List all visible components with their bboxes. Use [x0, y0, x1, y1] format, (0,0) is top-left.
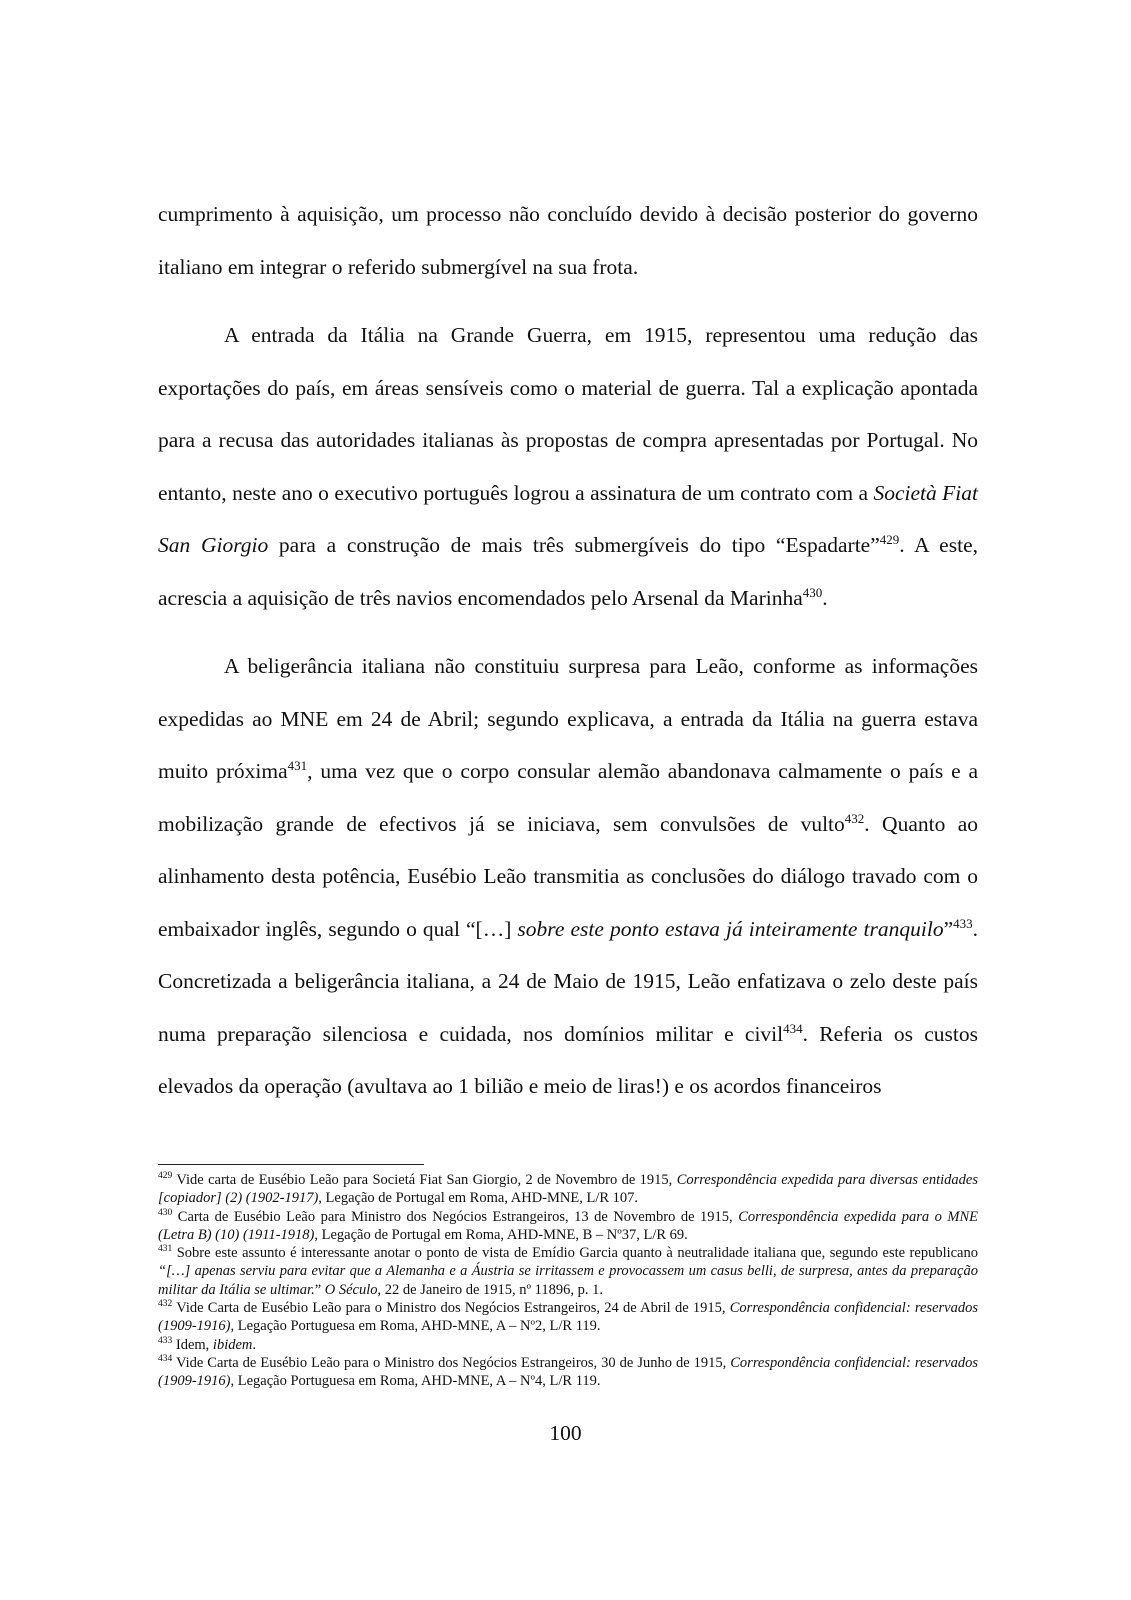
paragraph-3-text: . Concretizada a beligerância italiana, a 24 de Maio de 1915, Leão enfatizava o zelo deste país numa preparação silenciosa e cuidada, nos domínios militar e civil	[158, 916, 978, 1046]
paragraph-1-text: cumprimento à aquisição, um processo não concluído devido à decisão posterior do governo italiano em integrar o referido submergível na sua frota.	[158, 202, 978, 279]
paragraph-2-text: .	[822, 585, 828, 610]
footnote-429	[158, 1171, 978, 1208]
footnote-text: ”	[314, 1281, 325, 1298]
footnote-432	[158, 1299, 978, 1336]
page-number: 100	[549, 1421, 582, 1445]
footnote-text: , Legação Portuguesa em Roma, AHD-MNE, A – Nº2, L/R 119.	[230, 1318, 601, 1335]
footnote-430	[158, 1208, 978, 1245]
footnote-italic: ibidem	[212, 1336, 253, 1353]
footnote-italic: “[…] apenas serviu para evitar que a Alemanha e a Áustria se irritassem e provocassem um casus belli, de surpresa, antes da preparação militar da Itália se ultimar.	[158, 1263, 978, 1298]
footnote-ref-431: 431	[287, 757, 308, 773]
footnote-italic: Correspondência expedida para diversas entidades [copiador] (2) (1902-1917)	[158, 1172, 979, 1207]
footnote-text: Idem,	[172, 1336, 213, 1353]
footnote-text: Vide carta de Eusébio Leão para Societá Fiat San Giorgio, 2 de Novembro de 1915,	[172, 1172, 677, 1188]
paragraph-3-text: . Referia os custos elevados da operação (avultava ao 1 bilião e meio de liras!) e os acordos financeiros	[158, 1021, 978, 1098]
paragraph-2-text: . A este, acrescia a aquisição de três navios encomendados pelo Arsenal da Marinha	[158, 533, 978, 610]
footnote-text: , Legação Portuguesa em Roma, AHD-MNE, A – Nº4, L/R 119.	[230, 1373, 601, 1390]
footnote-number: 430	[158, 1207, 173, 1218]
paragraph-1	[158, 188, 978, 293]
footnote-text: , Legação de Portugal em Roma, AHD-MNE, B – Nº37, L/R 69.	[314, 1226, 688, 1243]
footnote-ref-433: 433	[953, 915, 973, 931]
paragraph-3-text: , uma vez que o corpo consular alemão abandonava calmamente o país e a mobilização grande de efectivos já se iniciava, sem convulsões de vulto	[158, 759, 978, 836]
footnote-number: 429	[158, 1171, 173, 1182]
paragraph-2	[158, 309, 978, 624]
paragraph-3-text: . Quanto ao alinhamento desta potência, Eusébio Leão transmitia as conclusões do diálogo travado com o embaixador inglês, segundo o qual “[…]	[158, 811, 979, 941]
footnote-number: 431	[158, 1244, 173, 1255]
footnote-431	[158, 1244, 978, 1299]
paragraph-2-text: A entrada da Itália na Grande Guerra, em 1915, representou uma redução das exportações do país, em áreas sensíveis como o material de guerra. Tal a explicação apontada para a recusa das autoridades italianas às propostas de compra apresentadas por Portugal. No entanto, neste ano o executivo português logrou a assinatura de um contrato com a	[158, 323, 978, 505]
footnote-italic: Correspondência confidencial: reservados (1909-1916)	[158, 1354, 978, 1390]
footnote-italic: Correspondência confidencial: reservados (1909-1916)	[158, 1300, 978, 1335]
footnote-ref-429: 429	[879, 531, 900, 547]
paragraph-2-text: para a construção de mais três submergíveis do tipo “Espadarte”	[268, 533, 880, 557]
footnote-ref-430: 430	[802, 584, 823, 600]
footnote-italic: O Século	[324, 1281, 378, 1298]
footnote-separator	[158, 1164, 424, 1165]
footnotes	[158, 1171, 978, 1391]
footnote-number: 434	[158, 1354, 173, 1365]
body-text	[158, 188, 978, 1113]
company-name-italic: Società Fiat San Giorgio	[158, 480, 978, 557]
quote-italic: sobre este ponto estava já inteiramente tranquilo	[517, 916, 944, 941]
footnote-434	[158, 1354, 978, 1391]
footnote-text: Vide Carta de Eusébio Leão para o Ministro dos Negócios Estrangeiros, 30 de Junho de 1915,	[172, 1354, 731, 1371]
footnote-text: .	[252, 1336, 257, 1353]
footnote-433	[158, 1336, 978, 1354]
paragraph-3	[158, 640, 978, 1113]
footnote-ref-432: 432	[844, 810, 865, 826]
footnote-number: 433	[158, 1335, 173, 1346]
footnote-text: , Legação de Portugal em Roma, AHD-MNE, L/R 107.	[318, 1190, 639, 1207]
footnote-italic: Correspondência expedida para o MNE (Letra B) (10) (1911-1918)	[158, 1208, 979, 1243]
paragraph-3-text: A beligerância italiana não constituiu surpresa para Leão, conforme as informações expedidas ao MNE em 24 de Abril; segundo explicava, a entrada da Itália na guerra estava muito próxima	[158, 654, 978, 783]
paragraph-3-text: ”	[943, 916, 954, 941]
footnote-ref-434: 434	[783, 1020, 803, 1036]
footnote-number: 432	[158, 1299, 173, 1310]
footnote-text: , 22 de Janeiro de 1915, nº 11896, p. 1.	[377, 1281, 603, 1298]
footnote-text: Vide Carta de Eusébio Leão para o Ministro dos Negócios Estrangeiros, 24 de Abril de 1915,	[172, 1300, 730, 1317]
footnote-text: Carta de Eusébio Leão para Ministro dos Negócios Estrangeiros, 13 de Novembro de 1915,	[172, 1208, 739, 1225]
footnote-text: Sobre este assunto é interessante anotar o ponto de vista de Emídio Garcia quanto à neutralidade italiana que, segundo este republicano	[172, 1245, 978, 1262]
